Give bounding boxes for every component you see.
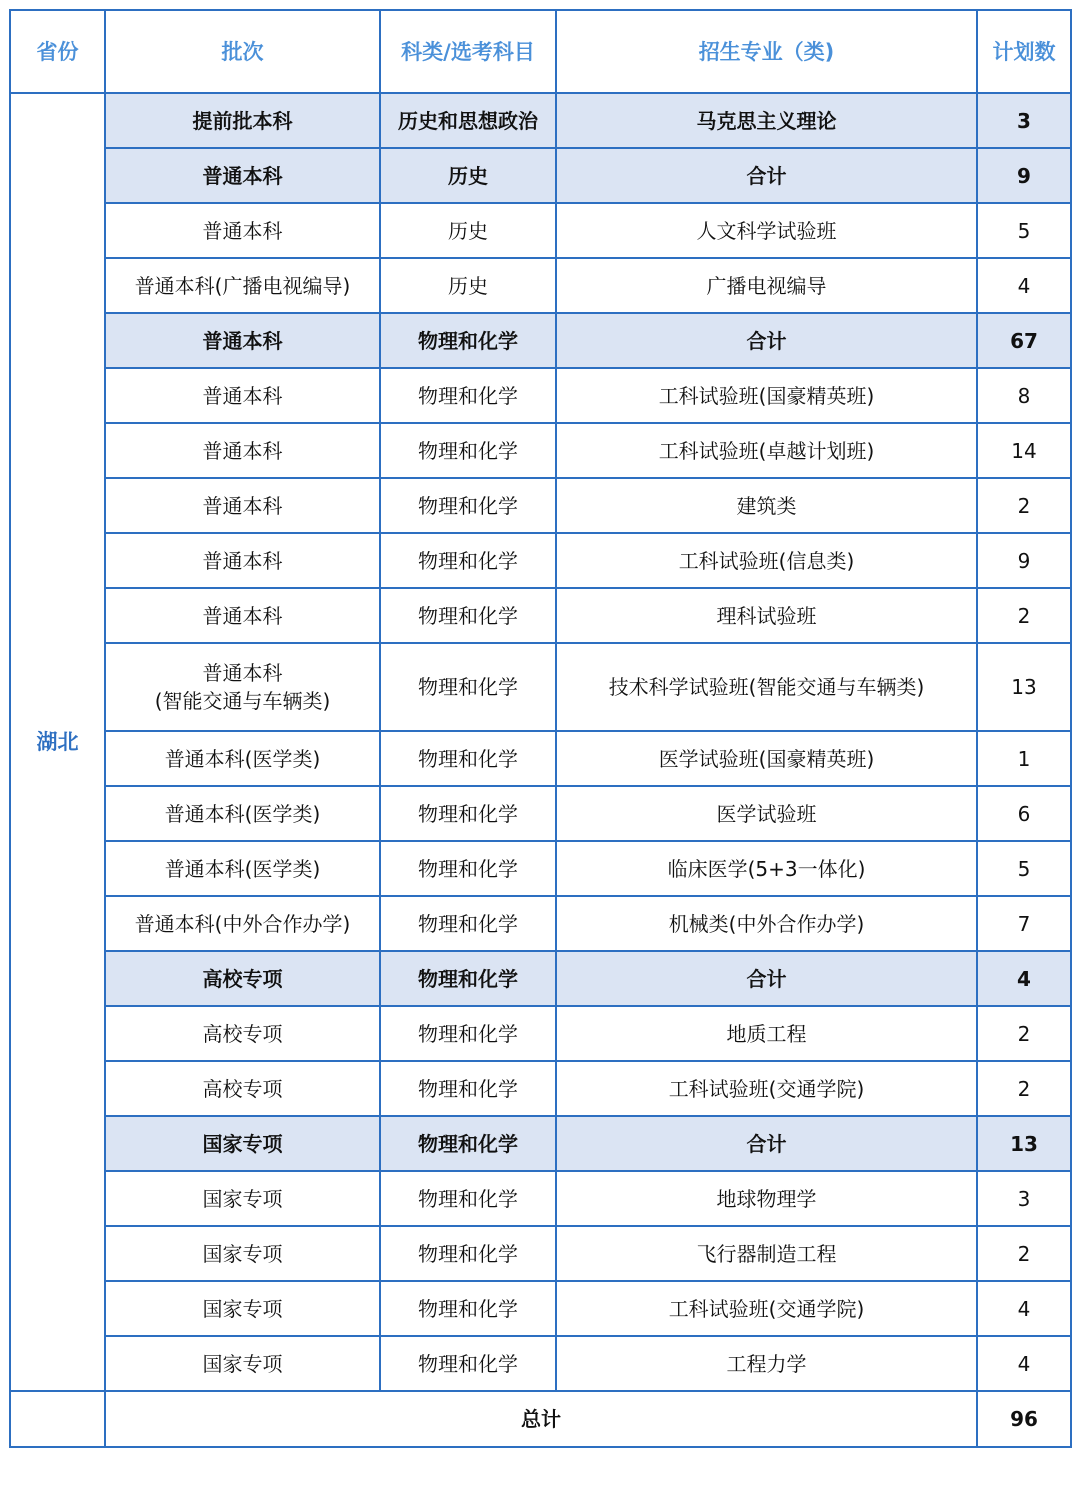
batch-text: 普通本科 (202, 163, 283, 188)
major-cell: 工科试验班(信息类) (556, 533, 977, 588)
batch-text: 国家专项 (202, 1296, 283, 1321)
major-cell: 医学试验班(国豪精英班) (556, 731, 977, 786)
major-cell: 理科试验班 (556, 588, 977, 643)
table-row (10, 588, 1071, 643)
table-row (10, 1226, 1071, 1281)
batch-text: 国家专项 (202, 1186, 283, 1211)
province-cell: 湖北 (10, 93, 105, 1391)
table-row (10, 1171, 1071, 1226)
table-row (10, 1336, 1071, 1391)
table-row (10, 533, 1071, 588)
subject-cell: 物理和化学 (380, 478, 556, 533)
batch-cell (105, 1116, 380, 1171)
table-row (10, 368, 1071, 423)
batch-cell (105, 951, 380, 1006)
batch-text: 普通本科 (202, 438, 283, 463)
total-row (10, 1391, 1071, 1447)
major-cell: 广播电视编导 (556, 258, 977, 313)
batch-cell (105, 258, 380, 313)
batch-cell (105, 533, 380, 588)
total-spacer-cell (10, 1391, 105, 1447)
count-cell: 14 (977, 423, 1071, 478)
major-cell: 飞行器制造工程 (556, 1226, 977, 1281)
batch-cell (105, 1281, 380, 1336)
total-count: 96 (977, 1391, 1071, 1447)
subject-cell: 物理和化学 (380, 1006, 556, 1061)
count-cell: 2 (977, 1061, 1071, 1116)
subject-cell: 物理和化学 (380, 1061, 556, 1116)
subtotal-row (10, 93, 1071, 148)
major-cell: 合计 (556, 1116, 977, 1171)
subject-cell: 物理和化学 (380, 896, 556, 951)
batch-cell (105, 731, 380, 786)
major-cell: 合计 (556, 951, 977, 1006)
batch-cell (105, 148, 380, 203)
subject-cell: 物理和化学 (380, 1171, 556, 1226)
enrollment-plan-table (9, 9, 1072, 1448)
count-cell: 2 (977, 588, 1071, 643)
count-cell: 6 (977, 786, 1071, 841)
header-province: 省份 (10, 10, 105, 93)
count-cell: 7 (977, 896, 1071, 951)
table-row (10, 643, 1071, 731)
count-cell: 4 (977, 1281, 1071, 1336)
count-cell: 13 (977, 1116, 1071, 1171)
count-cell: 9 (977, 148, 1071, 203)
major-cell: 马克思主义理论 (556, 93, 977, 148)
major-cell: 人文科学试验班 (556, 203, 977, 258)
subject-cell: 物理和化学 (380, 951, 556, 1006)
batch-cell (105, 368, 380, 423)
batch-cell (105, 478, 380, 533)
count-cell: 1 (977, 731, 1071, 786)
table-row (10, 423, 1071, 478)
batch-text: 普通本科 (202, 661, 283, 685)
table-row (10, 478, 1071, 533)
subject-cell: 物理和化学 (380, 1281, 556, 1336)
header-row (10, 10, 1071, 93)
subject-cell: 历史 (380, 148, 556, 203)
subject-cell: 物理和化学 (380, 643, 556, 731)
count-cell: 2 (977, 1006, 1071, 1061)
subtotal-row (10, 313, 1071, 368)
major-cell: 建筑类 (556, 478, 977, 533)
batch-text: 国家专项 (202, 1241, 283, 1266)
subject-cell: 物理和化学 (380, 368, 556, 423)
total-label: 总计 (105, 1391, 977, 1447)
batch-cell (105, 423, 380, 478)
batch-cell (105, 786, 380, 841)
subject-cell: 历史 (380, 203, 556, 258)
batch-text: 国家专项 (202, 1351, 283, 1376)
batch-cell (105, 1061, 380, 1116)
batch-text: 普通本科 (202, 603, 283, 628)
major-cell: 合计 (556, 313, 977, 368)
batch-text: 普通本科(医学类) (164, 746, 321, 771)
batch-text: 普通本科 (202, 383, 283, 408)
batch-text: 普通本科 (202, 218, 283, 243)
table-row (10, 1061, 1071, 1116)
batch-cell (105, 1336, 380, 1391)
subject-cell: 物理和化学 (380, 313, 556, 368)
subject-cell: 历史 (380, 258, 556, 313)
count-cell: 9 (977, 533, 1071, 588)
batch-cell (105, 313, 380, 368)
table-row (10, 258, 1071, 313)
major-cell: 工科试验班(交通学院) (556, 1281, 977, 1336)
batch-cell (105, 1171, 380, 1226)
table-body (10, 93, 1071, 1447)
major-cell: 工科试验班(国豪精英班) (556, 368, 977, 423)
subtotal-row (10, 951, 1071, 1006)
count-cell: 2 (977, 478, 1071, 533)
batch-cell (105, 896, 380, 951)
count-cell: 2 (977, 1226, 1071, 1281)
table-row (10, 841, 1071, 896)
table-row (10, 1281, 1071, 1336)
subject-cell: 物理和化学 (380, 588, 556, 643)
subject-cell: 物理和化学 (380, 533, 556, 588)
batch-cell (105, 1226, 380, 1281)
subject-cell: 历史和思想政治 (380, 93, 556, 148)
subject-cell: 物理和化学 (380, 423, 556, 478)
batch-text: 高校专项 (202, 966, 283, 991)
table-row (10, 896, 1071, 951)
header-major: 招生专业（类) (556, 10, 977, 93)
subject-cell: 物理和化学 (380, 1226, 556, 1281)
header-subject: 科类/选考科目 (380, 10, 556, 93)
major-cell: 医学试验班 (556, 786, 977, 841)
header-batch: 批次 (105, 10, 380, 93)
batch-text: 高校专项 (202, 1021, 283, 1046)
batch-text: 普通本科(医学类) (164, 801, 321, 826)
batch-cell (105, 841, 380, 896)
major-cell: 合计 (556, 148, 977, 203)
major-cell: 工科试验班(交通学院) (556, 1061, 977, 1116)
count-cell: 13 (977, 643, 1071, 731)
table-row (10, 203, 1071, 258)
batch-text: 普通本科 (202, 493, 283, 518)
batch-cell (105, 643, 380, 731)
count-cell: 4 (977, 1336, 1071, 1391)
subtotal-row (10, 1116, 1071, 1171)
batch-text: 普通本科 (202, 328, 283, 353)
subject-cell: 物理和化学 (380, 731, 556, 786)
count-cell: 4 (977, 951, 1071, 1006)
batch-text: 提前批本科 (192, 108, 293, 133)
subtotal-row (10, 148, 1071, 203)
subject-cell: 物理和化学 (380, 841, 556, 896)
count-cell: 5 (977, 841, 1071, 896)
batch-cell (105, 1006, 380, 1061)
major-cell: 地质工程 (556, 1006, 977, 1061)
count-cell: 4 (977, 258, 1071, 313)
major-cell: 地球物理学 (556, 1171, 977, 1226)
batch-cell (105, 93, 380, 148)
batch-text: 普通本科(广播电视编导) (134, 273, 351, 298)
batch-text: 国家专项 (202, 1131, 283, 1156)
subject-cell: 物理和化学 (380, 1336, 556, 1391)
table-row (10, 1006, 1071, 1061)
count-cell: 3 (977, 93, 1071, 148)
count-cell: 67 (977, 313, 1071, 368)
major-cell: 工程力学 (556, 1336, 977, 1391)
major-cell: 工科试验班(卓越计划班) (556, 423, 977, 478)
batch-text: 普通本科(医学类) (164, 856, 321, 881)
subject-cell: 物理和化学 (380, 1116, 556, 1171)
batch-text: 普通本科 (202, 548, 283, 573)
batch-text: 高校专项 (202, 1076, 283, 1101)
batch-cell (105, 588, 380, 643)
header-count: 计划数 (977, 10, 1071, 93)
major-cell: 临床医学(5+3一体化) (556, 841, 977, 896)
count-cell: 8 (977, 368, 1071, 423)
subject-cell: 物理和化学 (380, 786, 556, 841)
table-row (10, 786, 1071, 841)
batch-text-line2: (智能交通与车辆类) (154, 689, 331, 713)
major-cell: 机械类(中外合作办学) (556, 896, 977, 951)
count-cell: 3 (977, 1171, 1071, 1226)
major-cell: 技术科学试验班(智能交通与车辆类) (556, 643, 977, 731)
count-cell: 5 (977, 203, 1071, 258)
table-row (10, 731, 1071, 786)
batch-text: 普通本科(中外合作办学) (134, 911, 351, 936)
batch-cell (105, 203, 380, 258)
